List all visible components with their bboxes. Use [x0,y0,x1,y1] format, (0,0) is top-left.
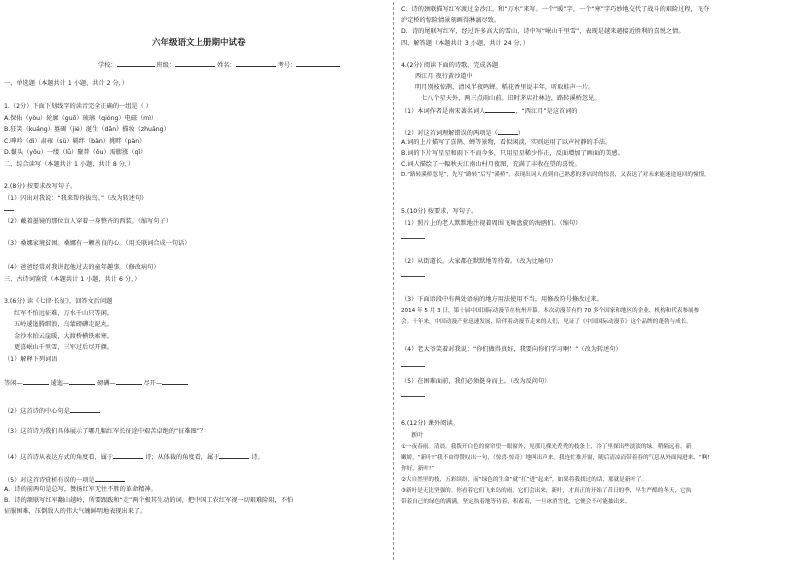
sub-question-text: （1）本词作者是南宋著名词人 [401,108,486,115]
poem-line: 更喜岷山千里雪，三军过后尽开颜。 [14,344,113,351]
sub-question-text: ） [517,130,524,137]
vocab-term: 逶迤— [50,380,70,387]
column-divider [393,2,394,560]
sub-question-text: （4）这首诗从表达方式的角度看，属于 [4,454,114,461]
vocab-row [4,378,188,387]
sub-question: （3）这首诗为我们具体展示了哪几幅红军长征途中艰苦卓绝的“征难图”？ [4,428,207,435]
name-blank[interactable] [236,60,276,67]
option-c-cont: 泸定桥的惊险情景刻画得淋漓尽致。 [401,17,500,24]
option-c: C.词人描绘了一幅秋天江南山村月夜图，充满了丰收在望的喜悦。 [401,161,581,168]
sub-question [401,106,577,115]
poem-line: 明月别枝惊鹊，清风半夜鸣蝉。稻花香里说丰年，听取蛙声一片。 [415,84,595,91]
sub-question-text: ，“西江月”是这首词的 [515,108,578,115]
option-b: B.狂笑（kuáng）墓碣（jié）涎生（dān）描妆（zhuāng） [4,126,170,133]
name-label: 姓名： [217,62,236,69]
poem-line: 金沙水拍云崖暖，大渡桥横铁索寒。 [14,333,113,340]
option-b-cont: 征服困难，压倒敌人的伟大气魄鲜明地表现出来了。 [4,508,147,515]
left-column [0,0,393,562]
answer-line[interactable] [4,210,14,211]
answer-line[interactable] [401,366,425,367]
sub-question: （1）闪出对我说：“我来帮你拔鸟。”（改为转述句） [4,195,148,202]
poem-line: 七八个星天外，两三点雨山前。旧时茅店社林边，路转溪桥忽见。 [421,95,601,102]
passage-line: 会。十年来，中国动漫产业迅速发展，陪伴着动漫节走来的人们，见证了《中国国际动漫节》这个品牌的蓬勃与成长。 [401,319,692,325]
answer-blank[interactable] [70,406,100,413]
answer-blank[interactable] [498,128,518,135]
vocab-term: 尽开— [143,380,163,387]
info-line [98,60,340,69]
passage-line: ③新叶是无比坚强的。你看着它们飞来岛的雨，它们会出来，新叶，才真正的开始了昔日的季，早生严酷的冬天，它执 [401,488,692,494]
passage-line: 带着自己的绿色的满满，坚定执着地等待着，积蓄着，一旦冰消雪化，它便会不可能抽出来。 [401,499,631,505]
answer-line[interactable] [401,276,425,277]
passage-line: 嫩娇。“新叶!”我不由得赞叹出一句，（惊喜·惊奇）地叫出声来。我连忙推开窗，随后清凉而带着春的气息从外面闯进来，“啊! [401,455,710,461]
passage-line: 2014 年 5 月 3 日，第十届中国国际动漫节在杭州开幕。本次动漫节有约 70 多个国家和地区的企业、机构和代表参展参 [401,308,700,314]
question-text: 5.(10分) 按要求，写句子。 [401,208,478,215]
sub-question: （4）爸爸经常对我讲起他过去的童年趣事。（修改病句） [4,264,160,271]
exam-no-label: 考号： [277,62,297,69]
question-text: 1.（2分）下面下划线字的读音完全正确的一组是（ ） [4,103,152,110]
sub-question: （3）下面语段中有两处语病的地方用法使用不当，用修改符号修改过来。 [401,296,603,303]
class-blank[interactable] [175,60,215,67]
right-column [397,0,794,562]
sub-question-text: 诗。 [251,454,264,461]
sub-question-text: （5）对这首诗赏析有误的一项是 [4,477,95,484]
passage-line: ①一夜春雨。清晨，我拨开白色的窗帘望一眼窗外，见那几棵光秃秃的枝条上，冷丁里探出些淡淡的绿，稍隔远看，新 [401,444,692,450]
sub-question [4,475,125,484]
sub-question [4,452,264,461]
option-c: C．诗的颈联描写红军渡过金沙江，和“万水”来写。一个“暖”字，一个“寒”字巧妙地交代了战斗的艰险过程，飞夺 [401,6,710,13]
passage-line: ②大自然里的枝，五彩缤纷，而“绿色的生命”就“扛”进“起来”，如果将我找过的话，那就是新叶了。 [401,477,648,483]
question-text: 3.(6分) 读《七律·长征》，回答文后问题 [4,298,113,305]
section-heading: 二、综合读写（本题共计 1 小题，共计 8 分，） [4,161,135,168]
sub-question-text: （2）对这首词理解错误的两项是（ [401,130,498,137]
option-b: B.词的下片写星星和雨下不而今多，只用星星稀少作正，反面增加了画面的美感。 [401,150,624,157]
sub-question: （5）在困难面前，我们必须挺身而上。（改为反问句） [401,378,551,385]
option-d: D.“路转溪桥忽见”，先写“路转”后写“溪桥”，表现出词人看到自己熟悉的茅店时的惊喜，又表达了对未来能迷途返回的憧憬。 [401,172,710,178]
poem-line: 红军不怕远征难，万水千山只等闲。 [14,310,113,317]
section-heading: 三、古诗词鉴赏（本题共计 1 小题，共计 6 分，） [4,276,141,283]
section-heading: 一、单选题（本题共计 1 小题，共计 2 分，） [4,80,129,87]
option-d: D．诗的尾联写红军，经过许多高大的雪山，诗中写“岷山千里雪”，表现是越来越接近胜利的喜悦之情。 [401,28,685,35]
passage-title: 新叶 [411,432,424,439]
question-text: 4.(2分) 阅读下面的诗歌，完成各题 [401,62,499,69]
sub-question-text: 诗；从体裁的角度看，属于 [145,454,220,461]
passage-line: 你好，新叶!” [401,466,435,472]
poem-title: 西江月 夜行黄沙道中 [415,73,473,80]
poem-line: 五岭逶迤腾细浪，乌蒙磅礴走泥丸。 [14,321,113,328]
answer-blank[interactable] [113,452,143,459]
question-text: 2.(8分) 按要求改写句子。 [4,183,77,190]
option-c: C.呻吟（dì）肃雍（sù）羁绊（bàn）挑畔（pàn） [4,138,146,145]
question-text: 6.(12分) 课外阅读。 [401,420,459,427]
answer-blank[interactable] [219,452,249,459]
sub-question: （3）桑娜家境贫困。桑娜有一颗善良的心。（用关联词合成一句话） [4,240,191,247]
sub-question-text: （2）这首诗的中心句是 [4,408,70,415]
vocab-term: 等闲— [4,380,23,387]
vocab-blank[interactable] [116,378,142,385]
class-label: 班级： [156,62,176,69]
vocab-blank[interactable] [162,378,188,385]
option-d: D.鬣头（yǒu）一缕（lǚ）聚普（ǒu）需膨涨（qǐ） [4,149,147,156]
sub-question: （2）从街道长，大家都在默默地等待着。（改为比喻句） [401,258,557,265]
sub-question: （1）解释下列词语 [4,356,58,363]
vocab-blank[interactable] [69,378,95,385]
exam-no-blank[interactable] [296,60,340,67]
sub-question: （1）照片上的老人默默地注视着周围飞舞盘旋的海鸥们。（缩句） [401,220,582,227]
answer-blank[interactable] [95,475,125,482]
answer-line[interactable] [401,396,425,397]
sub-question: （4）老大爷笑着对我说：“你们做得真好，我要向你们学习啊！”（改为转述句） [401,346,622,353]
school-label: 学校： [98,62,117,69]
sub-question [401,128,524,137]
option-a: A.词的上片描写了喜鹊、蝉等景物，看似闲淡，实则运用了以声衬静的手法。 [401,139,612,146]
page-title: 六年级语文上册期中试卷 [152,38,246,48]
answer-line[interactable] [401,238,425,239]
option-a: A．诗的前两句是总写，赞扬红军无往不胜的革命精神。 [4,486,157,493]
answer-blank[interactable] [485,106,515,113]
vocab-term: 磅礴— [97,380,116,387]
sub-question [4,406,100,415]
vocab-blank[interactable] [23,378,49,385]
option-b: B．诗的颔联写红军翻山越岭，所要跟跋和“走”两个极其生动的词，把中国工农红军视一切艰难险阻，不怕 [4,497,294,504]
school-blank[interactable] [117,60,155,67]
sub-question: （2）戴着墨镜的那位盲人穿着一身整齐的西装。（缩写句子） [4,218,172,225]
option-a: A.保佑（yòu）轮廓（guō）琉璃（qióng）电磁（mì） [4,115,158,122]
section-heading: 四、解答题（本题共计 3 小题，共计 24 分，） [401,40,529,47]
